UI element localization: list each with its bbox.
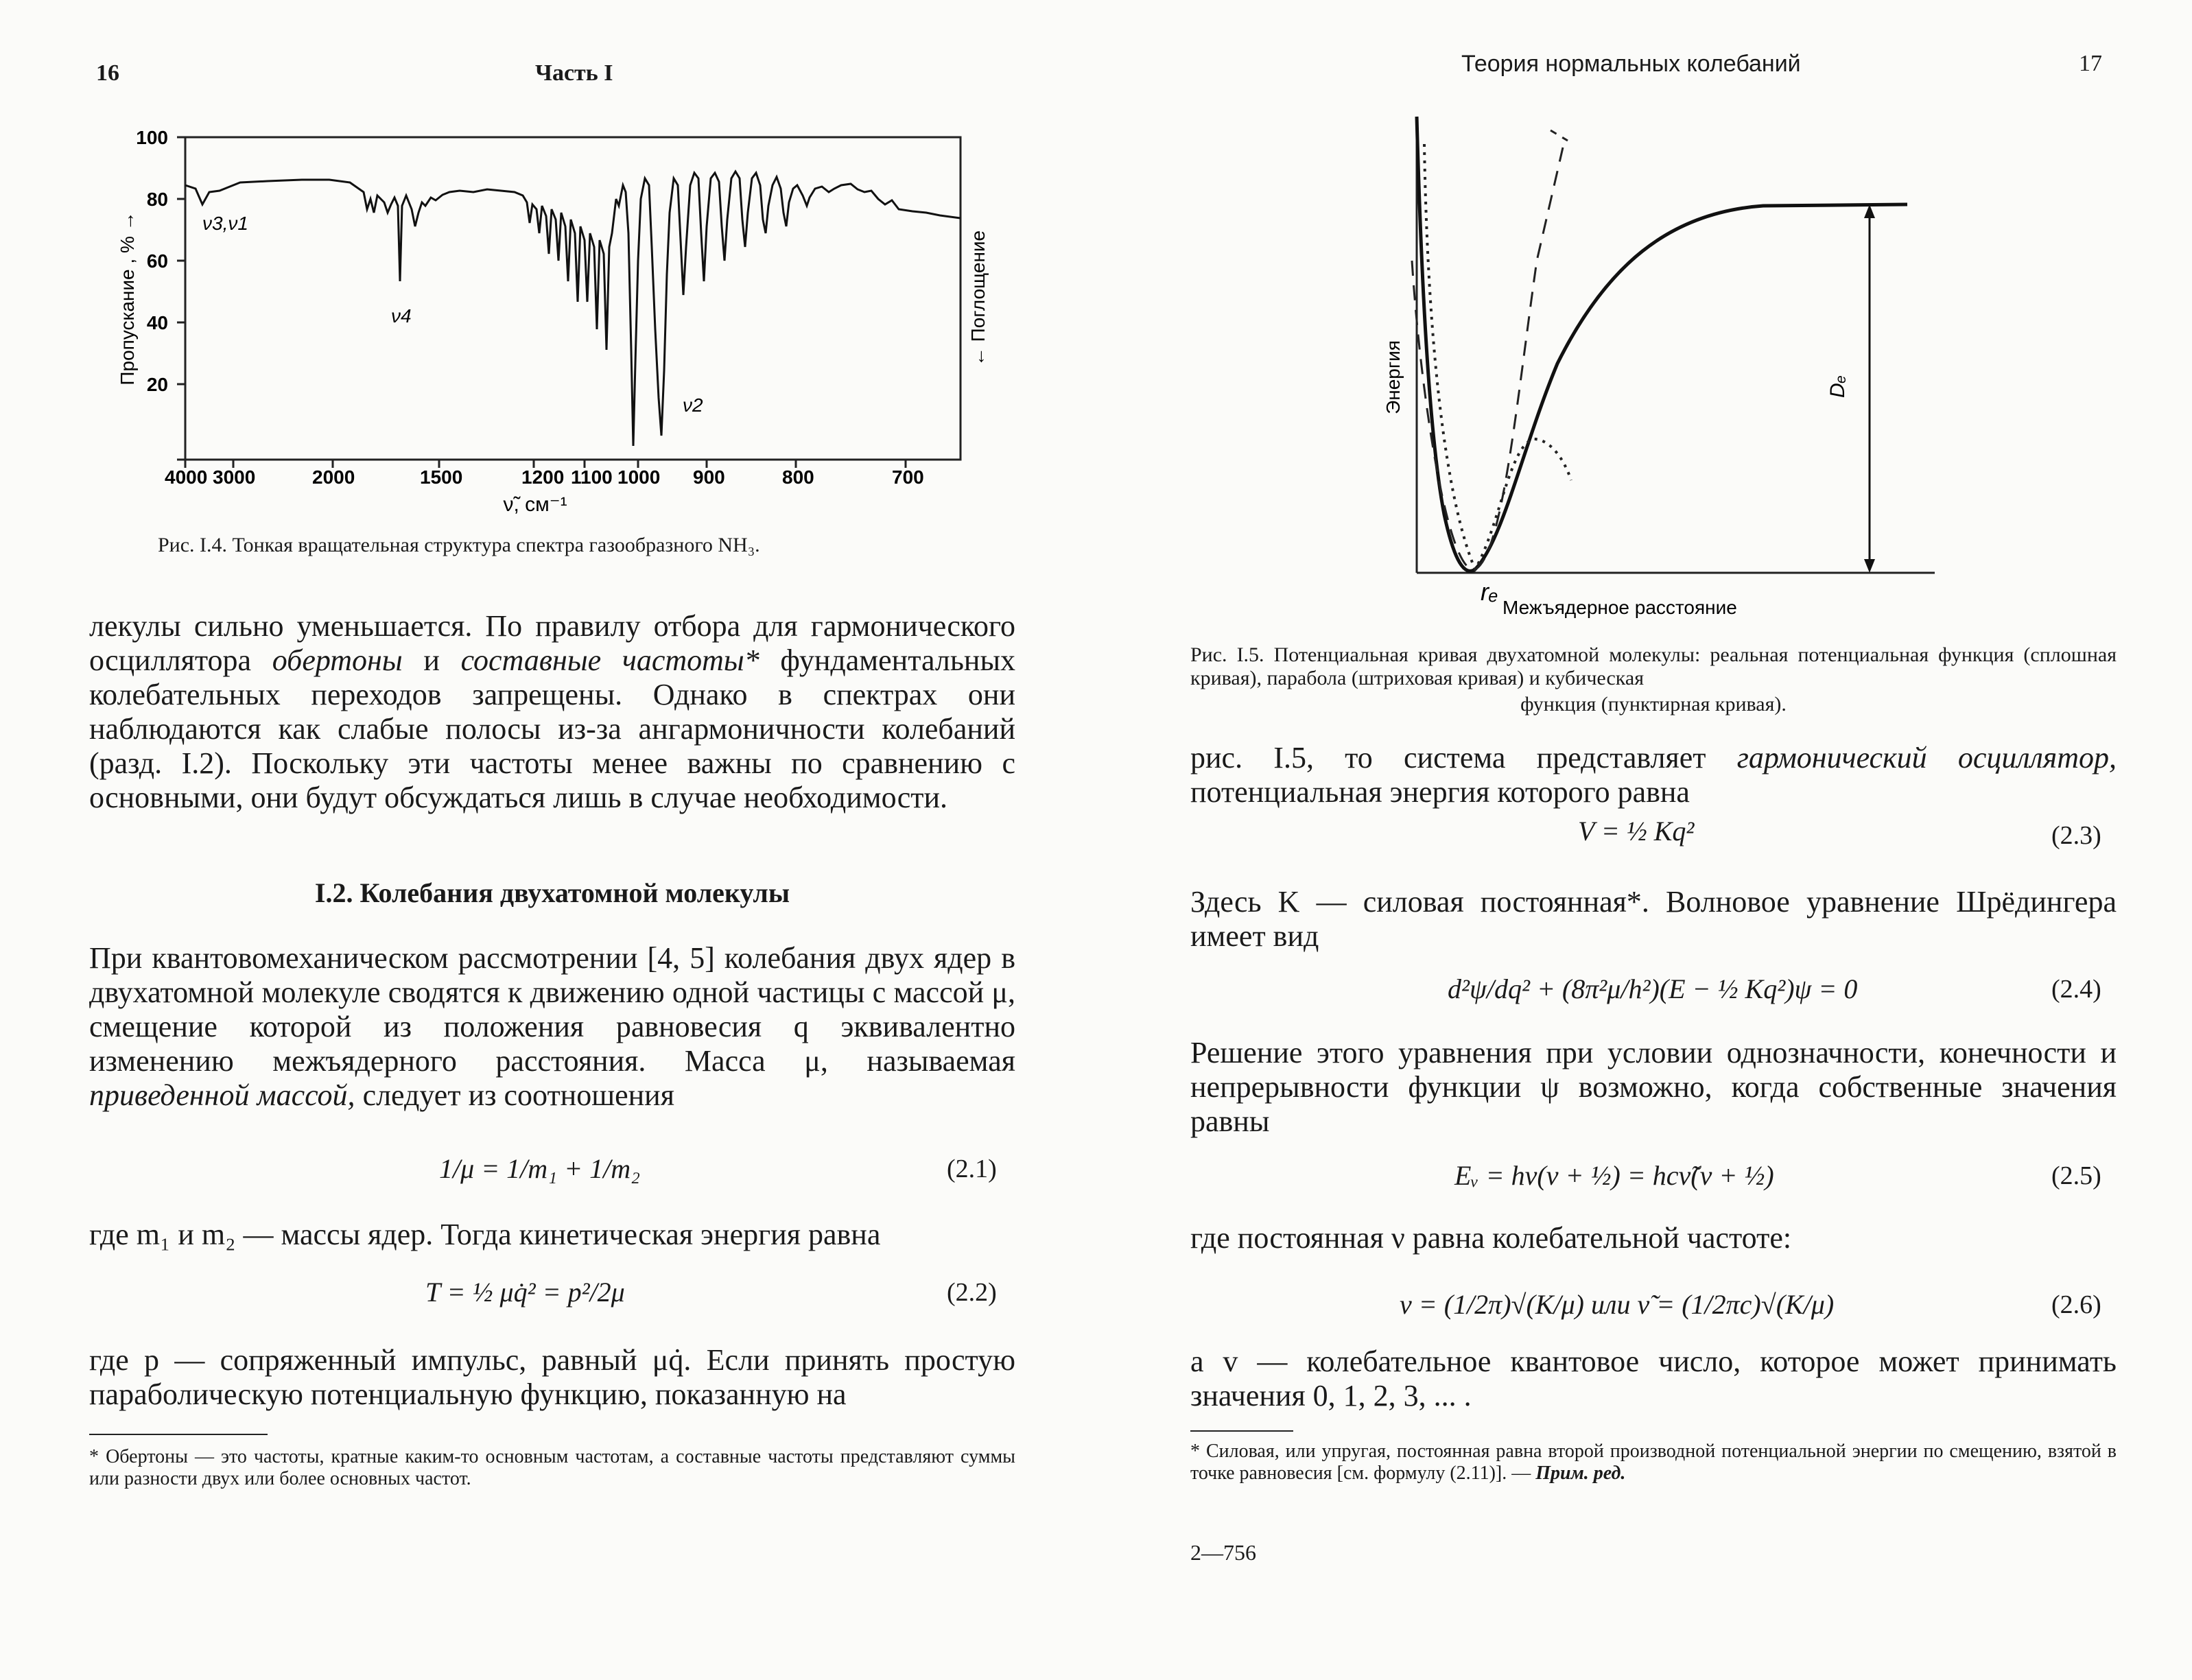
right-paragraph-5: а v — колебательное квантовое число, которое может принимать значения 0, 1, 2, 3, ... . [1190,1345,2117,1412]
x-axis-title: ν̃, см⁻¹ [503,493,567,516]
signature-mark: 2—756 [1190,1540,1256,1565]
energy-axis-title: Энергия [1382,340,1404,414]
spectrum-trace [185,171,961,446]
x-tick-label: 700 [892,466,924,488]
equation-2-1-number: (2.1) [947,1155,997,1183]
equation-2-6-number: (2.6) [2051,1290,2101,1319]
right-paragraph-4: где постоянная ν равна колебательной частоте: [1190,1221,1792,1255]
x-tick-label: 3000 [213,466,256,488]
section-title: I.2. Колебания двухатомной молекулы [314,877,790,908]
right-paragraph-2: Здесь K — силовая постоянная*. Волновое уравнение Шрёдингера имеет вид [1190,885,2117,953]
left-paragraph-4: где p — сопряженный импульс, равный μq̇. Если принять простую параболическую потенциальную функцию, показанную на [89,1343,1015,1411]
x-tick-label: 800 [782,466,814,488]
band-label-v2: ν2 [683,394,703,416]
y-axis-title: Пропускание , % → [117,211,138,386]
equation-2-2-number: (2.2) [947,1278,997,1307]
equation-2-3: V = ½ Kq² [1578,816,1695,847]
x-tick-label: 900 [693,466,725,488]
x-tick-label: 2000 [312,466,355,488]
de-label: Dₑ [1826,375,1849,398]
footnote-rule [89,1434,268,1435]
right-paragraph-1: рис. I.5, то система представляет гармонический осциллятор, потенциальная энергия которого равна [1190,741,2117,809]
equation-2-2: T = ½ μq̇² = p²/2μ [425,1277,625,1308]
left-paragraph-1: лекулы сильно уменьшается. По правилу отбора для гармонического осциллятора обертоны и составные частоты* фундаментальных колебательных переходов запрещены. Однако в спектрах они наблюдаются как слабые полосы из-за ангармоничности колебаний (разд. I.2). Поскольку эти частоты менее важны по сравнению с основными, они будут обсуждаться лишь в случае необходимости. [89,609,1016,814]
equation-2-4: d²ψ/dq² + (8π²μ/h²)(E − ½ Kq²)ψ = 0 [1448,973,1858,1004]
ir-spectrum-figure [103,123,995,521]
y-tick-label: 60 [146,250,168,272]
left-paragraph-2: При квантовомеханическом рассмотрении [4, 5] колебания двух ядер в двухатомной молекуле сводятся к движению одной частицы с массой μ, смещение которой из положения равновесия q эквивалентно изменению межъядерного расстояния. Масса μ, называемая приведенной массой, следует из соотношения [89,941,1015,1112]
parabola-curve-tip [1551,130,1568,141]
equation-2-1: 1/μ = 1/m₁ + 1/m₂ [439,1153,640,1184]
right-running-head: Теория нормальных колебаний [1461,51,1801,77]
left-running-head: Часть I [535,60,613,86]
y-tick-label: 100 [136,127,168,148]
right-page-number: 17 [2079,51,2102,76]
y-tick-label: 40 [146,312,168,333]
figure-1-5-caption-end: функция (пунктирная кривая). [1520,693,1787,715]
equation-2-3-number: (2.3) [2051,821,2101,850]
x-tick-label: 4000 [165,466,208,488]
y-tick-label: 80 [146,189,168,210]
equation-2-6: ν = (1/2π)√(K/μ) или ν̃ = (1/2πc)√(K/μ) [1400,1289,1835,1320]
equation-2-5-number: (2.5) [2051,1161,2101,1190]
band-label-v3v1: ν3,ν1 [202,213,248,234]
equation-2-5: Eᵥ = hν(v + ½) = hcν̃(v + ½) [1454,1160,1774,1191]
figure-1-5-caption: Рис. I.5. Потенциальная кривая двухатомной молекулы: реальная потенциальная функция (сплошная кривая), парабола (штриховая кривая) и кубическая [1190,643,2117,689]
equation-2-4-number: (2.4) [2051,975,2101,1004]
band-label-v4: ν4 [391,305,412,327]
absorption-axis-title: ← Поглощение [967,230,989,367]
x-tick-label: 1100 [571,466,613,488]
re-label: rₑ [1481,578,1498,606]
de-arrowhead-bottom [1864,559,1875,573]
x-tick-label: 1200 [521,466,565,488]
potential-curve-figure [1379,103,1955,638]
figure-1-4-caption: Рис. I.4. Тонкая вращательная структура спектра газообразного NH₃. [158,534,760,556]
y-tick-label: 20 [146,374,168,395]
footnote-rule [1190,1430,1293,1432]
left-paragraph-3: где m₁ и m₂ — массы ядер. Тогда кинетическая энергия равна [89,1218,881,1251]
x-tick-label: 1000 [617,466,661,488]
left-footnote: * Обертоны — это частоты, кратные каким-то основным частотам, а составные частоты представляют суммы или разности двух или более основных частот. [89,1446,1015,1489]
right-paragraph-3: Решение этого уравнения при условии однозначности, конечности и непрерывности функции ψ возможно, когда собственные значения равны [1190,1036,2117,1138]
x-tick-label: 1500 [420,466,463,488]
distance-axis-title: Межъядерное расстояние [1502,597,1737,618]
right-footnote: * Силовая, или упругая, постоянная равна второй производной потенциальной энергии по смещению, взятой в точке равновесия [см. формулу (2.11)]. — Прим. ред. [1190,1441,2117,1484]
real-potential-curve [1417,117,1907,571]
left-page-number: 16 [96,60,119,86]
